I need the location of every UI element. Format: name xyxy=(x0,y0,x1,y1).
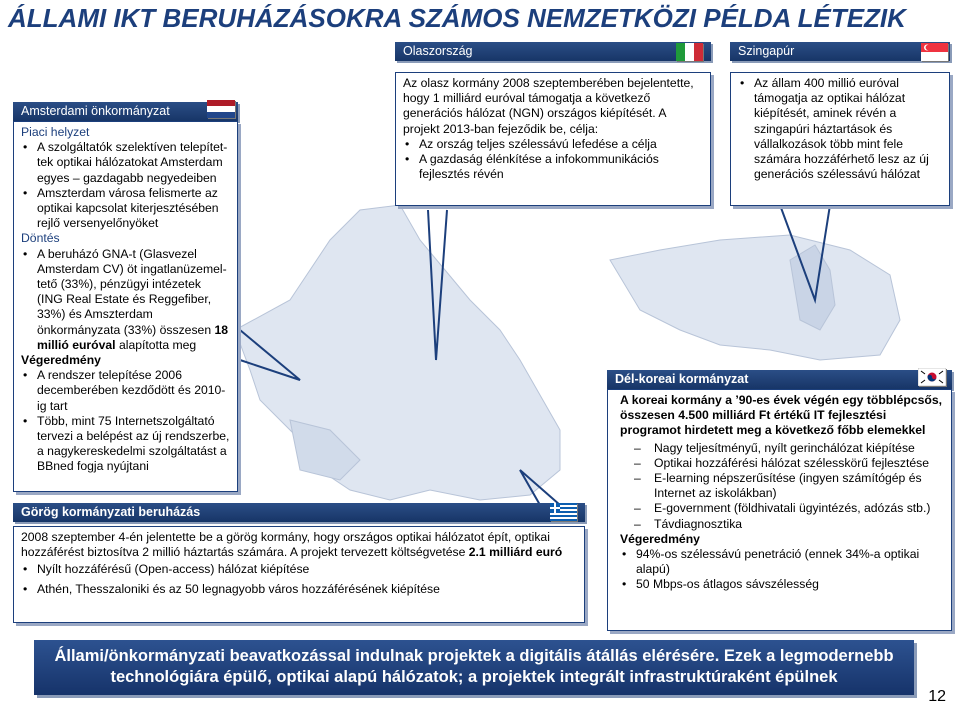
amsterdam-bullet: • Több, mint 75 Internetszolgáltató tervezi a belépést az új rendszerbe, a nagykereskedelmi szolgáltatást a BBned fogja nyújtani xyxy=(21,414,230,475)
korea-bullet: • 50 Mbps-os átlagos sávszélesség xyxy=(620,577,944,592)
singapore-flag-icon xyxy=(921,43,948,61)
south-korea-flag-icon xyxy=(918,368,946,386)
singapore-box xyxy=(730,72,950,206)
korea-program-item: – E-government (földhivatali ügyintézés, adózás stb.) xyxy=(620,501,944,516)
korea-header xyxy=(607,370,952,389)
netherlands-flag-icon xyxy=(207,100,235,118)
korea-header-label: Dél-koreai kormányzat xyxy=(615,372,749,386)
greece-header xyxy=(13,503,585,522)
greece-bullet: • Athén, Thesszaloniki és az 50 legnagyobb város hozzáférésének kiépítése xyxy=(21,582,577,597)
singapore-bullet: • Az állam 400 millió euróval támogatja az optikai hálózat kiépítését, aminek révén a szingapúri háztartások és vállalkozások több mint fele számára hozzáférhető lesz az új generációs szélessávú hálózat xyxy=(738,76,942,182)
italy-box xyxy=(395,72,711,206)
korea-intro: A koreai kormány a ’90-es évek végén egy többlépcsős, összesen 4.500 milliárd Ft értékű IT fejlesztési programot hirdetett meg a következő főbb elemekkel xyxy=(620,393,942,438)
korea-bullet: • 94%-os szélessávú penetráció (ennek 34%-a optikai alapú) xyxy=(620,547,944,577)
amsterdam-section-market: Piaci helyzet xyxy=(21,125,90,139)
amsterdam-decision-amount: 18 millió euróval xyxy=(37,322,229,352)
italy-flag-icon xyxy=(676,43,703,61)
amsterdam-bullet: • A rendszer telepítése 2006 decemberében kezdődött és 2010-ig tart xyxy=(21,368,230,414)
amsterdam-box xyxy=(13,121,238,492)
europe-land xyxy=(235,205,560,500)
amsterdam-header xyxy=(13,102,238,121)
korea-program-item: – Optikai hozzáférési hálózat szélesskörű fejlesztése xyxy=(620,456,944,471)
italy-bullet: • Az ország teljes szélessávú lefedése a célja xyxy=(403,137,703,152)
korea-program-item: – E-learning népszerűsítése (ingyen számítógép és Internet az iskolákban) xyxy=(620,471,944,501)
italy-header xyxy=(395,42,711,61)
italy-bullet: • A gazdaság élénkítése a infokommunikációs fejlesztés révén xyxy=(403,152,703,182)
greece-header-label: Görög kormányzati beruházás xyxy=(21,505,201,519)
greece-intro-text: 2008 szeptember 4-én jelentette be a görög kormány, hogy országos optikai hálózatot épít, optikai hozzáférést biztosítva 2 millió háztartás számára. A projekt tervezett költségvetése xyxy=(21,530,550,560)
amsterdam-bullet: • A szolgáltatók szelektíven telepítet-tek optikai hálózatokat Amsterdam egyes – gazdagabb negyedeiben xyxy=(21,140,230,186)
page-number: 12 xyxy=(928,688,946,705)
italy-header-label: Olaszország xyxy=(403,44,473,58)
amsterdam-header-label: Amsterdami önkormányzat xyxy=(21,104,170,118)
italy-intro: Az olasz kormány 2008 szeptemberében bejelentette, hogy 1 milliárd euróval támogatja a következő generációs hálózat (NGN) országos kiépítését. A projekt 2013-ban fejeződik be, célja: xyxy=(403,76,694,136)
greece-intro xyxy=(21,530,577,560)
summary-banner xyxy=(34,640,914,695)
greece-box xyxy=(13,526,585,623)
amsterdam-decision-text: A beruházó GNA-t (Glasvezel Amsterdam CV) öt ingatlanüzemel-tető (33%), pénzügyi intézetek (ING Real Estate és Reggefiber, 33%) és Amszterdam önkormányzata (33%) összesen xyxy=(37,246,227,337)
amsterdam-decision-end: alapította meg xyxy=(115,337,197,352)
korea-program-item: – Nagy teljesítményű, nyílt gerinchálózat kiépítése xyxy=(620,441,944,456)
summary-line-2: technológiára épülő, optikai alapú hálózatok; a projektek integrált infrastruktúraként épülnek xyxy=(110,668,838,686)
greece-bullet: • Nyílt hozzáférésű (Open-access) hálózat kiépítése xyxy=(21,562,577,577)
korea-program-item: – Távdiagnosztika xyxy=(620,517,944,532)
amsterdam-section-result: Végeredmény xyxy=(21,353,101,368)
summary-line-1: Állami/önkormányzati beavatkozással indulnak projektek a digitális átállás elérésére. Ezek a legmodernebb xyxy=(54,647,894,665)
page-title: ÁLLAMI IKT BERUHÁZÁSOKRA SZÁMOS NEMZETKÖZI PÉLDA LÉTEZIK xyxy=(8,3,906,33)
korea-section-result: Végeredmény xyxy=(620,531,700,546)
amsterdam-section-decision: Döntés xyxy=(21,231,60,246)
amsterdam-bullet xyxy=(21,247,230,353)
greece-flag-icon xyxy=(550,503,577,521)
asia-land xyxy=(610,235,900,360)
greece-budget: 2.1 milliárd euró xyxy=(468,545,563,560)
korea-box xyxy=(607,389,952,631)
amsterdam-bullet: • Amszterdam városa felismerte az optikai kapcsolat kiterjesztésében rejlő versenyelőnyöket xyxy=(21,186,230,232)
singapore-header-label: Szingapúr xyxy=(738,44,795,58)
singapore-header xyxy=(730,42,950,61)
